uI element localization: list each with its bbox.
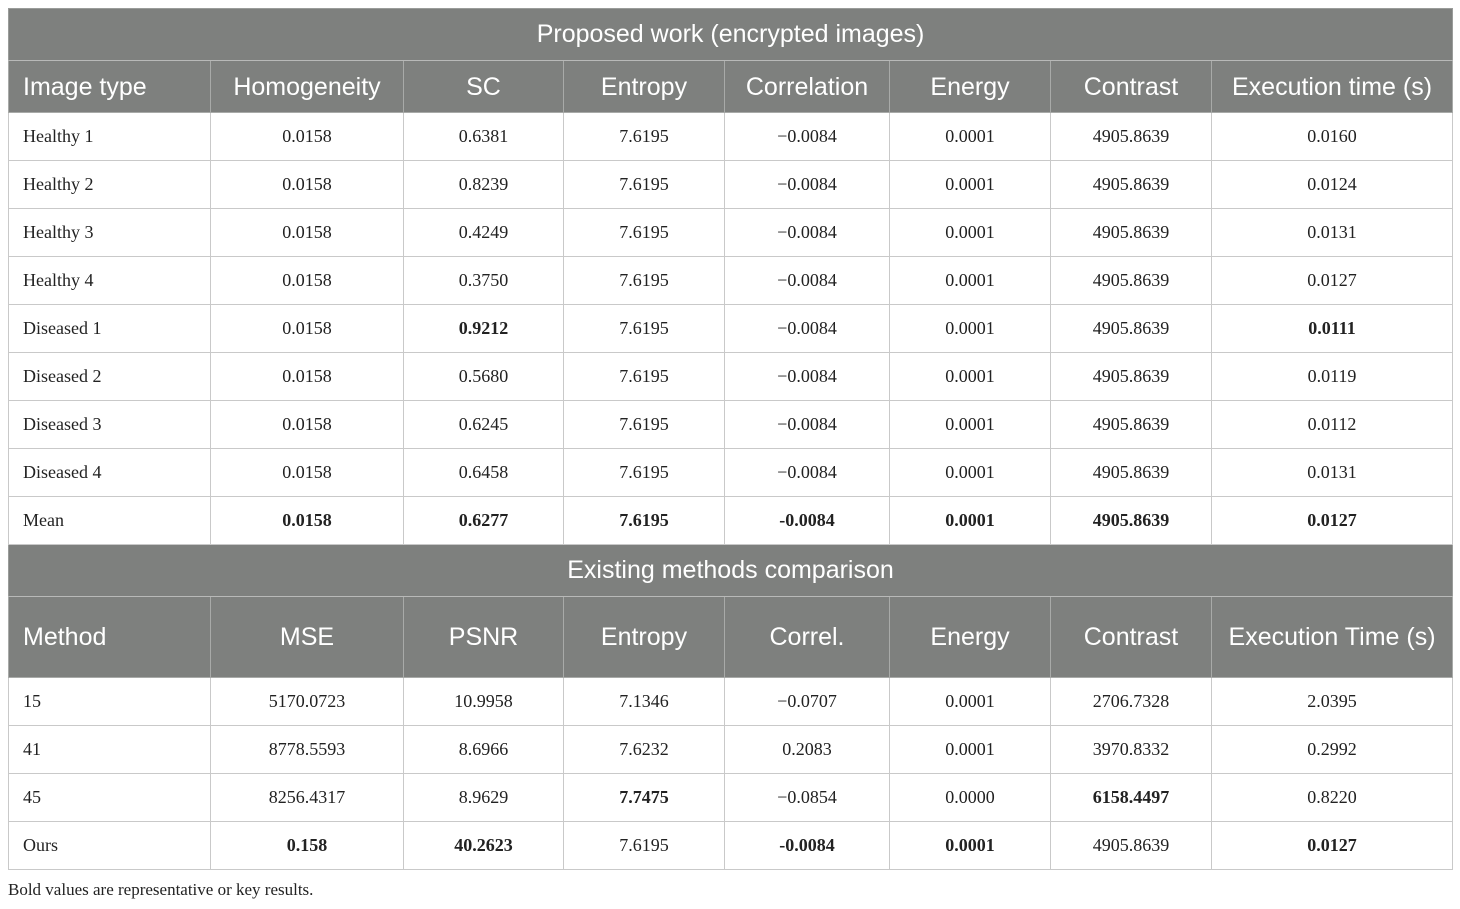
energy-cell: 0.0001: [890, 209, 1051, 257]
contrast-cell: 4905.8639: [1051, 305, 1212, 353]
contrast-cell: 6158.4497: [1051, 774, 1212, 822]
comparison-section-title-row: [9, 545, 1453, 597]
sc-cell: 0.4249: [404, 209, 564, 257]
row-label: Healthy 4: [9, 257, 211, 305]
header-entropy: Entropy: [564, 61, 725, 113]
entropy-cell: 7.6195: [564, 257, 725, 305]
entropy-cell: 7.1346: [564, 678, 725, 726]
energy-cell: 0.0001: [890, 161, 1051, 209]
header-energy: Energy: [890, 597, 1051, 678]
table-row: [9, 774, 1453, 822]
contrast-cell: 4905.8639: [1051, 449, 1212, 497]
homogeneity-cell: 0.0158: [211, 161, 404, 209]
entropy-cell: 7.7475: [564, 774, 725, 822]
sc-cell: 0.3750: [404, 257, 564, 305]
entropy-cell: 7.6195: [564, 209, 725, 257]
energy-cell: 0.0001: [890, 497, 1051, 545]
execution-time-cell: 0.2992: [1212, 726, 1453, 774]
method-cell: 15: [9, 678, 211, 726]
entropy-cell: 7.6232: [564, 726, 725, 774]
contrast-cell: 4905.8639: [1051, 113, 1212, 161]
contrast-cell: 4905.8639: [1051, 161, 1212, 209]
table-row: [9, 161, 1453, 209]
sc-cell: 0.5680: [404, 353, 564, 401]
header-entropy: Entropy: [564, 597, 725, 678]
row-label: Mean: [9, 497, 211, 545]
homogeneity-cell: 0.0158: [211, 305, 404, 353]
table-row: [9, 257, 1453, 305]
energy-cell: 0.0001: [890, 305, 1051, 353]
correlation-cell: −0.0084: [725, 305, 890, 353]
homogeneity-cell: 0.0158: [211, 497, 404, 545]
energy-cell: 0.0001: [890, 113, 1051, 161]
table-row: [9, 305, 1453, 353]
header-execution-time: Execution time (s): [1212, 61, 1453, 113]
contrast-cell: 2706.7328: [1051, 678, 1212, 726]
row-label: Diseased 1: [9, 305, 211, 353]
correlation-cell: −0.0084: [725, 161, 890, 209]
execution-time-cell: 0.0160: [1212, 113, 1453, 161]
energy-cell: 0.0000: [890, 774, 1051, 822]
energy-cell: 0.0001: [890, 822, 1051, 870]
homogeneity-cell: 0.0158: [211, 449, 404, 497]
execution-time-cell: 0.0119: [1212, 353, 1453, 401]
execution-time-cell: 0.0127: [1212, 257, 1453, 305]
comparison-header-row: [9, 597, 1453, 678]
method-cell: Ours: [9, 822, 211, 870]
contrast-cell: 4905.8639: [1051, 497, 1212, 545]
contrast-cell: 4905.8639: [1051, 209, 1212, 257]
header-contrast: Contrast: [1051, 597, 1212, 678]
entropy-cell: 7.6195: [564, 401, 725, 449]
energy-cell: 0.0001: [890, 353, 1051, 401]
sc-cell: 0.6245: [404, 401, 564, 449]
table-row: [9, 353, 1453, 401]
mse-cell: 5170.0723: [211, 678, 404, 726]
header-energy: Energy: [890, 61, 1051, 113]
entropy-cell: 7.6195: [564, 305, 725, 353]
correl-cell: 0.2083: [725, 726, 890, 774]
entropy-cell: 7.6195: [564, 161, 725, 209]
homogeneity-cell: 0.0158: [211, 401, 404, 449]
homogeneity-cell: 0.0158: [211, 353, 404, 401]
correlation-cell: −0.0084: [725, 449, 890, 497]
execution-time-cell: 2.0395: [1212, 678, 1453, 726]
entropy-cell: 7.6195: [564, 113, 725, 161]
header-method: Method: [9, 597, 211, 678]
row-label: Healthy 2: [9, 161, 211, 209]
correlation-cell: −0.0084: [725, 353, 890, 401]
entropy-cell: 7.6195: [564, 353, 725, 401]
sc-cell: 0.9212: [404, 305, 564, 353]
psnr-cell: 40.2623: [404, 822, 564, 870]
energy-cell: 0.0001: [890, 401, 1051, 449]
proposed-section-title: Proposed work (encrypted images): [9, 9, 1453, 61]
row-label: Healthy 3: [9, 209, 211, 257]
header-correlation: Correlation: [725, 61, 890, 113]
row-label: Diseased 3: [9, 401, 211, 449]
table-row: [9, 209, 1453, 257]
energy-cell: 0.0001: [890, 678, 1051, 726]
execution-time-cell: 0.0127: [1212, 497, 1453, 545]
sc-cell: 0.6381: [404, 113, 564, 161]
homogeneity-cell: 0.0158: [211, 209, 404, 257]
homogeneity-cell: 0.0158: [211, 113, 404, 161]
homogeneity-cell: 0.0158: [211, 257, 404, 305]
execution-time-cell: 0.0131: [1212, 209, 1453, 257]
method-cell: 45: [9, 774, 211, 822]
results-document: [8, 8, 1452, 870]
contrast-cell: 4905.8639: [1051, 822, 1212, 870]
header-image-type: Image type: [9, 61, 211, 113]
contrast-cell: 4905.8639: [1051, 257, 1212, 305]
energy-cell: 0.0001: [890, 726, 1051, 774]
entropy-cell: 7.6195: [564, 822, 725, 870]
correlation-cell: −0.0084: [725, 113, 890, 161]
energy-cell: 0.0001: [890, 257, 1051, 305]
psnr-cell: 10.9958: [404, 678, 564, 726]
psnr-cell: 8.9629: [404, 774, 564, 822]
execution-time-cell: 0.0131: [1212, 449, 1453, 497]
mean-row: [9, 497, 1453, 545]
contrast-cell: 3970.8332: [1051, 726, 1212, 774]
header-sc: SC: [404, 61, 564, 113]
execution-time-cell: 0.8220: [1212, 774, 1453, 822]
table-row: [9, 449, 1453, 497]
correl-cell: -0.0084: [725, 822, 890, 870]
table-row: [9, 401, 1453, 449]
header-contrast: Contrast: [1051, 61, 1212, 113]
correlation-cell: -0.0084: [725, 497, 890, 545]
table-row: [9, 822, 1453, 870]
correlation-cell: −0.0084: [725, 209, 890, 257]
row-label: Diseased 4: [9, 449, 211, 497]
correlation-cell: −0.0084: [725, 401, 890, 449]
table-row: [9, 726, 1453, 774]
header-mse: MSE: [211, 597, 404, 678]
correl-cell: −0.0707: [725, 678, 890, 726]
row-label: Healthy 1: [9, 113, 211, 161]
correl-cell: −0.0854: [725, 774, 890, 822]
execution-time-cell: 0.0127: [1212, 822, 1453, 870]
comparison-section-title: Existing methods comparison: [9, 545, 1453, 597]
proposed-section-title-row: [9, 9, 1453, 61]
proposed-header-row: [9, 61, 1453, 113]
execution-time-cell: 0.0112: [1212, 401, 1453, 449]
row-label: Diseased 2: [9, 353, 211, 401]
sc-cell: 0.8239: [404, 161, 564, 209]
sc-cell: 0.6458: [404, 449, 564, 497]
table-row: [9, 678, 1453, 726]
table-footnote: Bold values are representative or key results.: [8, 880, 314, 899]
header-homogeneity: Homogeneity: [211, 61, 404, 113]
mse-cell: 8256.4317: [211, 774, 404, 822]
mse-cell: 8778.5593: [211, 726, 404, 774]
header-execution-time: Execution Time (s): [1212, 597, 1453, 678]
sc-cell: 0.6277: [404, 497, 564, 545]
psnr-cell: 8.6966: [404, 726, 564, 774]
results-table: [8, 8, 1453, 870]
entropy-cell: 7.6195: [564, 497, 725, 545]
method-cell: 41: [9, 726, 211, 774]
table-row: [9, 113, 1453, 161]
contrast-cell: 4905.8639: [1051, 401, 1212, 449]
entropy-cell: 7.6195: [564, 449, 725, 497]
execution-time-cell: 0.0111: [1212, 305, 1453, 353]
execution-time-cell: 0.0124: [1212, 161, 1453, 209]
energy-cell: 0.0001: [890, 449, 1051, 497]
correlation-cell: −0.0084: [725, 257, 890, 305]
mse-cell: 0.158: [211, 822, 404, 870]
header-psnr: PSNR: [404, 597, 564, 678]
header-correl: Correl.: [725, 597, 890, 678]
contrast-cell: 4905.8639: [1051, 353, 1212, 401]
